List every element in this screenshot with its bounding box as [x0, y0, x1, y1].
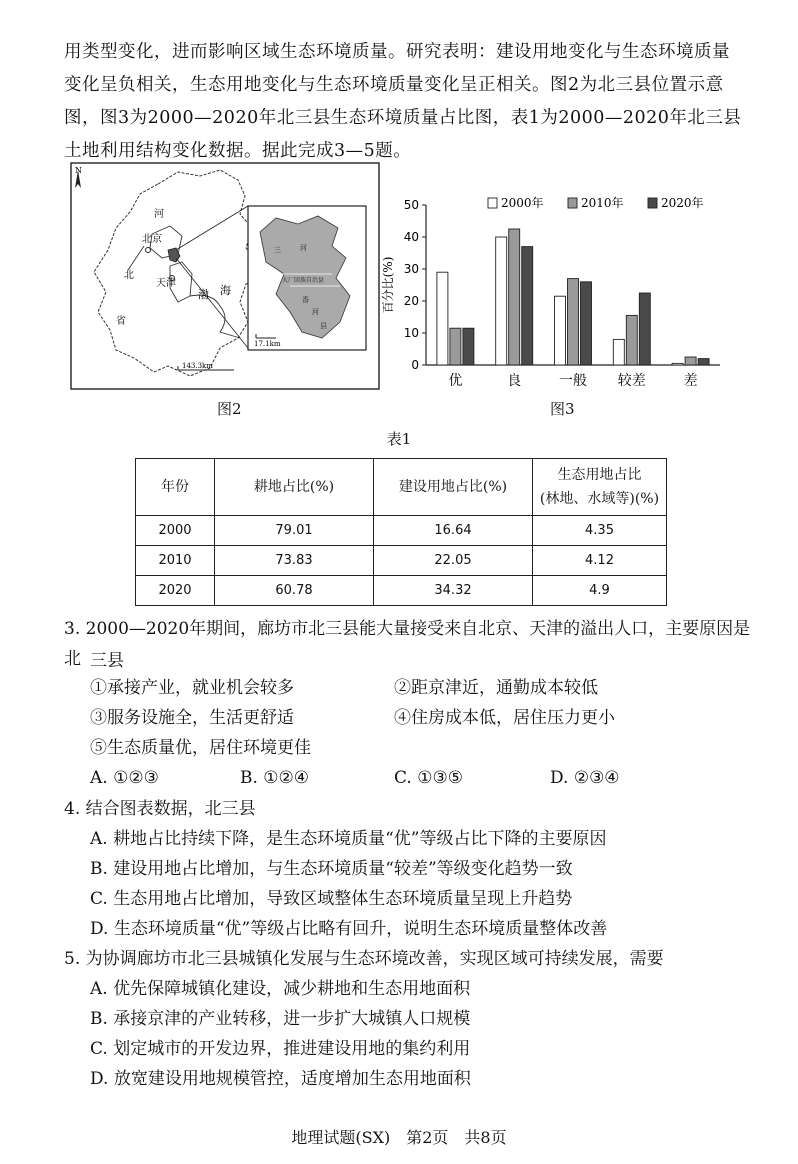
table-row: 2020 60.78 34.32 4.9: [136, 576, 667, 606]
header-construction: 建设用地占比(%): [374, 459, 533, 516]
svg-text:三: 三: [274, 246, 281, 254]
legend-swatch: [568, 198, 577, 208]
y-tick-label: 20: [403, 294, 419, 308]
x-tick-label: 较差: [617, 373, 646, 389]
q5-option-c[interactable]: C. 划定城市的开发边界，推进建设用地的集约利用: [90, 1039, 471, 1059]
x-tick-label: 优: [448, 373, 463, 389]
svg-text:河: 河: [312, 308, 319, 316]
bar: [685, 357, 696, 365]
svg-text:北: 北: [124, 270, 134, 281]
q5-option-b[interactable]: B. 承接京津的产业转移，进一步扩大城镇人口规模: [90, 1009, 471, 1029]
bar: [463, 328, 474, 365]
y-tick-label: 50: [403, 198, 419, 212]
q3-item-4: ④住房成本低，居住压力更小: [394, 708, 615, 728]
q4-option-c[interactable]: C. 生态用地占比增加，导致区域整体生态环境质量呈现上升趋势: [90, 889, 573, 909]
header-ecological: 生态用地占比 (林地、水域等)(%): [533, 459, 667, 516]
q3-item-5: ⑤生态质量优，居住环境更佳: [90, 738, 311, 758]
q5-stem: 5. 为协调廊坊市北三县城镇化发展与生态环境改善，实现区域可持续发展，需要: [64, 949, 664, 969]
table-row: 2000 79.01 16.64 4.35: [136, 516, 667, 546]
q3-item-1: ①承接产业，就业机会较多: [90, 678, 294, 698]
header-year: 年份: [136, 459, 215, 516]
x-tick-label: 良: [507, 373, 522, 389]
q3-choice-d[interactable]: D. ②③④: [550, 768, 620, 788]
legend-label: 2000年: [501, 196, 544, 210]
q3-stem-line1: 3. 2000—2020年期间，廊坊市北三县能大量接受来自北京、天津的溢出人口，主要原因是北: [64, 619, 751, 669]
header-farmland: 耕地占比(%): [215, 459, 374, 516]
y-tick-label: 30: [403, 262, 419, 276]
bar: [568, 279, 579, 365]
table-row: 2010 73.83 22.05 4.12: [136, 546, 667, 576]
svg-text:河: 河: [300, 244, 307, 252]
q4-stem: 4. 结合图表数据，北三县: [64, 799, 256, 819]
bar: [496, 237, 507, 365]
q3-choice-a[interactable]: A. ①②③: [90, 768, 159, 788]
svg-text:县: 县: [320, 322, 327, 330]
svg-text:天津: 天津: [156, 278, 176, 289]
svg-text:香: 香: [302, 296, 309, 304]
q5-option-d[interactable]: D. 放宽建设用地规模管控，适度增加生态用地面积: [90, 1069, 471, 1089]
figure2-caption: 图2: [217, 400, 242, 418]
svg-text:北京: 北京: [142, 234, 162, 245]
q3-item-3: ③服务设施全，生活更舒适: [90, 708, 294, 728]
q3-item-2: ②距京津近，通勤成本较低: [394, 678, 598, 698]
bar: [450, 328, 461, 365]
svg-text:渤: 渤: [198, 288, 209, 301]
svg-text:海: 海: [220, 284, 231, 297]
q3-choice-b[interactable]: B. ①②④: [240, 768, 310, 788]
bar: [437, 272, 448, 365]
bar: [626, 315, 637, 365]
y-tick-label: 40: [403, 230, 419, 244]
table-title: 表1: [386, 430, 412, 448]
intro-paragraph: 用类型变化，进而影响区域生态环境质量。研究表明：建设用地变化与生态环境质量变化呈负相关，生态用地变化与生态环境质量变化呈正相关。图2为北三县位置示意图，图3为2000—2020年北三县生态环境质量占比图，表1为2000—2020年北三县土地利用结构变化数据。据此完成3—5题。: [64, 42, 742, 161]
svg-text:河: 河: [154, 209, 164, 220]
x-tick-label: 差: [683, 373, 698, 389]
quality-bar-chart: [380, 185, 725, 395]
x-tick-label: 一般: [559, 373, 587, 389]
svg-text:143.3km: 143.3km: [182, 362, 213, 370]
bar: [639, 293, 650, 365]
svg-text:省: 省: [116, 316, 126, 327]
bar: [509, 229, 520, 365]
bar: [698, 359, 709, 365]
north-label: N: [75, 166, 82, 175]
page-footer: 地理试题(SX) 第2页 共8页: [291, 1128, 507, 1147]
bar: [522, 247, 533, 365]
legend-label: 2010年: [581, 196, 624, 210]
legend-swatch: [488, 198, 497, 208]
bar: [613, 339, 624, 365]
q3-choice-c[interactable]: C. ①③⑤: [394, 768, 463, 788]
svg-text:大厂回族自治县: 大厂回族自治县: [282, 277, 325, 284]
q4-option-a[interactable]: A. 耕地占比持续下降，是生态环境质量“优”等级占比下降的主要原因: [90, 829, 607, 849]
q5-option-a[interactable]: A. 优先保障城镇化建设，减少耕地和生态用地面积: [90, 979, 471, 999]
figure3-caption: 图3: [550, 400, 575, 418]
legend-label: 2020年: [661, 196, 704, 210]
bar: [581, 282, 592, 365]
bar: [555, 296, 566, 365]
location-map: [70, 162, 380, 390]
legend-swatch: [648, 198, 657, 208]
q4-option-b[interactable]: B. 建设用地占比增加，与生态环境质量“较差”等级变化趋势一致: [90, 859, 573, 879]
svg-text:17.1km: 17.1km: [254, 340, 281, 348]
y-tick-label: 10: [403, 326, 419, 340]
land-use-table: [135, 458, 667, 606]
bar: [672, 363, 683, 365]
q4-option-d[interactable]: D. 生态环境质量“优”等级占比略有回升，说明生态环境质量整体改善: [90, 919, 608, 939]
y-axis-label: 百分比(%): [381, 256, 395, 314]
y-tick-label: 0: [411, 358, 419, 372]
q3-stem-line2: 三县: [90, 651, 124, 671]
